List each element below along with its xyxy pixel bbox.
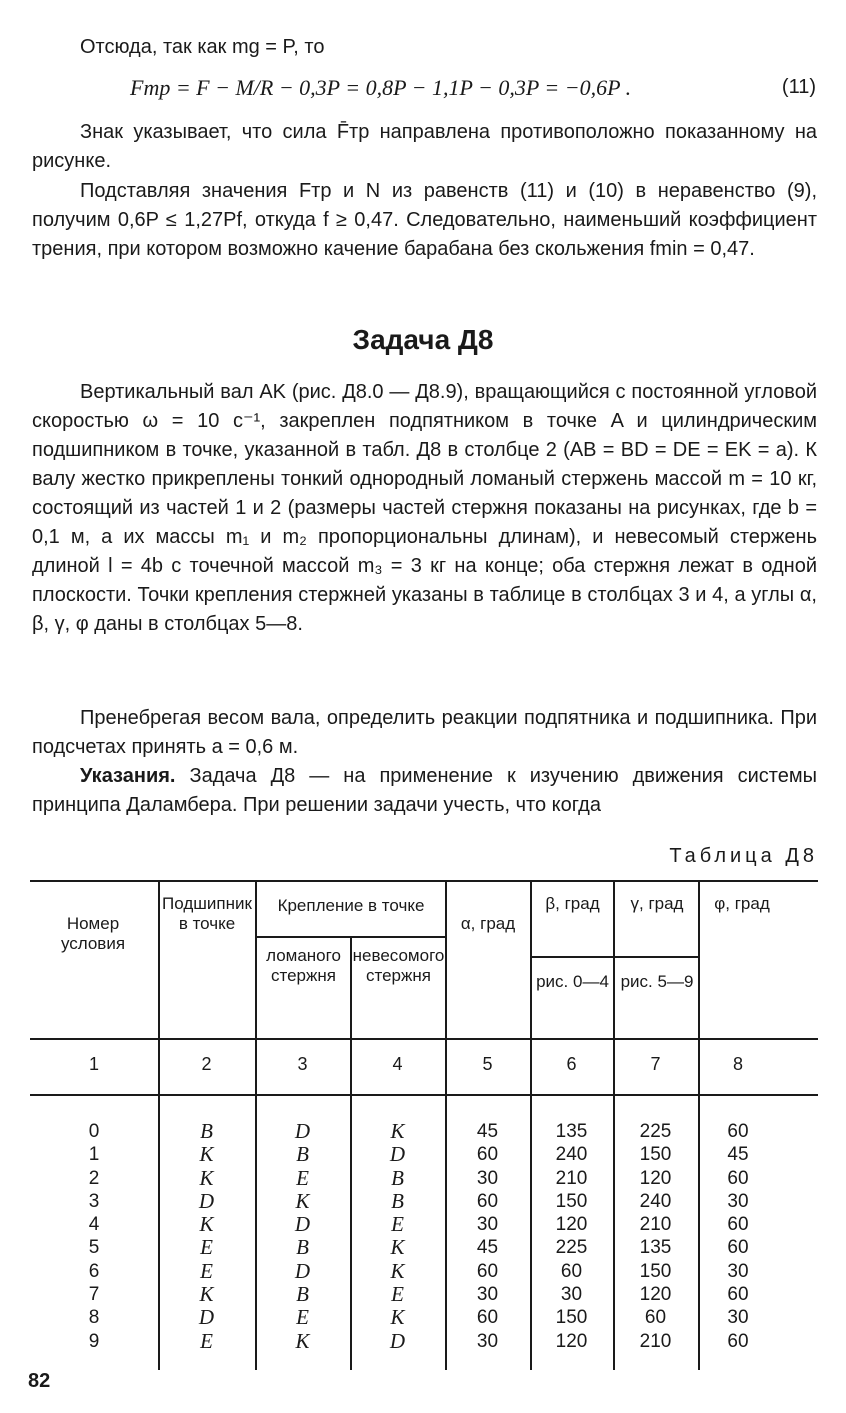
table-cell: 60 xyxy=(727,1237,749,1259)
table-cell: 60 xyxy=(727,1121,749,1142)
column-number: 6 xyxy=(566,1054,577,1074)
table-cell: 60 xyxy=(476,1144,499,1166)
table-cell: B xyxy=(391,1188,404,1213)
header-broken-rod: ломаного стержня xyxy=(266,946,341,985)
header-gamma: γ, град xyxy=(630,894,684,913)
table-cell: 30 xyxy=(727,1190,749,1212)
table-cell: 45 xyxy=(727,1144,749,1166)
table-cell: 150 xyxy=(639,1260,672,1282)
table-cell: D xyxy=(389,1328,406,1353)
column-beta xyxy=(530,1120,613,1353)
column-number: 2 xyxy=(201,1054,212,1074)
table-cell: 60 xyxy=(476,1307,499,1329)
table-cell: 225 xyxy=(555,1237,588,1259)
table-cell: B xyxy=(296,1142,309,1167)
table-cell: D xyxy=(198,1188,215,1213)
table-cell: 120 xyxy=(555,1214,588,1236)
column-condition-number xyxy=(30,1120,158,1353)
table-cell: 8 xyxy=(88,1307,100,1329)
header-alpha: α, град xyxy=(460,914,516,933)
table-cell: B xyxy=(296,1282,309,1307)
table-cell: E xyxy=(200,1328,213,1353)
table-cell: D xyxy=(389,1142,406,1167)
table-cell: 5 xyxy=(88,1237,100,1259)
header-phi: φ, град xyxy=(714,894,770,913)
table-cell: K xyxy=(199,1282,214,1307)
paragraph-instructions xyxy=(32,762,817,820)
table-caption: Таблица Д8 xyxy=(669,845,818,867)
header-beta: β, град xyxy=(545,894,600,913)
table-cell: K xyxy=(390,1258,405,1283)
table-cell: 30 xyxy=(476,1284,499,1306)
column-broken-rod-point xyxy=(255,1120,350,1353)
table-cell: 225 xyxy=(639,1121,672,1142)
column-number: 5 xyxy=(482,1054,493,1074)
table-cell: 210 xyxy=(639,1214,672,1236)
paragraph-task: Вертикальный вал AK (рис. Д8.0 — Д8.9), вращающийся с постоянной угловой скоростью ω = 10 с⁻¹, закреплен подпятником в точке A и цилиндрическим подшипником в точке, указанной в табл. Д8 в столбце 2 (AB = BD = DE = EK = a). К валу жестко прикреплены тонкий однородный ломаный стержень массой m = 10 кг, состоящий из частей 1 и 2 (размеры частей стержня показаны на рисунках, где b = 0,1 м, а их массы m₁ и m₂ пропорциональны длинам), и невесомый стержень длиной l = 4b с точечной массой m₃ = 3 кг на конце; оба стержня лежат в одной плоскости. Точки крепления стержней указаны в таблице в столбцах 3 и 4, а углы α, β, γ, φ даны в столбцах 5—8. xyxy=(32,381,817,635)
table-cell: B xyxy=(391,1165,404,1190)
table-cell: 60 xyxy=(560,1260,583,1282)
table-cell: 4 xyxy=(88,1214,100,1236)
table-cell: 150 xyxy=(555,1190,588,1212)
table-cell: K xyxy=(199,1165,214,1190)
column-phi xyxy=(698,1120,778,1353)
equation-11 xyxy=(130,73,820,102)
table-cell: 45 xyxy=(476,1121,499,1142)
table-cell: K xyxy=(390,1235,405,1260)
table-d8 xyxy=(30,880,818,1370)
table-cell: K xyxy=(295,1188,310,1213)
table-cell: E xyxy=(200,1258,213,1283)
table-cell: 120 xyxy=(639,1284,672,1306)
table-cell: 60 xyxy=(476,1260,499,1282)
table-cell: 9 xyxy=(88,1330,100,1352)
table-cell: 30 xyxy=(476,1214,499,1236)
paragraph-neglect: Пренебрегая весом вала, определить реакции подпятника и подшипника. При подсчетах принять a = 0,6 м. xyxy=(32,707,817,758)
header-attach: Крепление в точке xyxy=(277,896,425,915)
table-cell: 30 xyxy=(476,1167,499,1189)
table-cell: E xyxy=(296,1305,309,1330)
column-alpha xyxy=(445,1120,530,1353)
table-cell: E xyxy=(200,1235,213,1260)
table-cell: 240 xyxy=(555,1144,588,1166)
table-cell: 0 xyxy=(88,1121,100,1142)
table-cell: 135 xyxy=(555,1121,588,1142)
table-cell: 210 xyxy=(555,1167,588,1189)
page-number: 82 xyxy=(28,1370,51,1392)
table-cell: D xyxy=(294,1119,311,1143)
table-cell: 60 xyxy=(727,1330,749,1352)
table-cell: 2 xyxy=(88,1167,100,1189)
table-cell: 30 xyxy=(727,1307,749,1329)
table-cell: D xyxy=(294,1212,311,1237)
table-cell: 60 xyxy=(476,1190,499,1212)
header-bearing: Подшипник в точке xyxy=(162,894,252,933)
header-weightless-rod: невесомого стержня xyxy=(352,946,445,985)
instructions-label: Указания. xyxy=(80,765,176,787)
table-cell: E xyxy=(296,1165,309,1190)
table-cell: 6 xyxy=(88,1260,100,1282)
table-cell: 7 xyxy=(88,1284,100,1306)
paragraph-substitution: Подставляя значения Fтр и N из равенств (11) и (10) в неравенство (9), получим 0,6P ≤ 1,27Pf, откуда f ≥ 0,47. Следовательно, наименьший коэффициент трения, при котором возможно качение барабана без скольжения fmin = 0,47. xyxy=(32,180,817,260)
table-cell: 60 xyxy=(727,1284,749,1306)
column-number: 3 xyxy=(297,1054,308,1074)
table-cell: 3 xyxy=(88,1190,100,1212)
header-figures-0-4: рис. 0—4 xyxy=(536,972,609,991)
table-cell: 60 xyxy=(644,1307,667,1329)
equation-body: Fтр = F − M/R − 0,3P = 0,8P − 1,1P − 0,3P = −0,6P . xyxy=(130,75,632,100)
table-cell: 240 xyxy=(639,1190,672,1212)
table-cell: K xyxy=(390,1119,405,1143)
table-cell: 120 xyxy=(555,1330,588,1352)
column-number: 8 xyxy=(732,1054,743,1074)
table-cell: 60 xyxy=(727,1167,749,1189)
table-cell: 60 xyxy=(727,1214,749,1236)
table-cell: 120 xyxy=(639,1167,672,1189)
intro-line: Отсюда, так как mg = P, то xyxy=(80,36,325,58)
instructions-text: Задача Д8 — на применение к изучению движения системы принципа Даламбера. При решении задачи учесть, что когда xyxy=(32,765,817,816)
column-number: 7 xyxy=(650,1054,661,1074)
table-cell: 30 xyxy=(476,1330,499,1352)
column-weightless-rod-point xyxy=(350,1120,445,1353)
column-bearing-point xyxy=(158,1120,255,1353)
table-cell: 30 xyxy=(727,1260,749,1282)
table-cell: 150 xyxy=(639,1144,672,1166)
task-heading: Задача Д8 xyxy=(352,324,494,355)
table-cell: 135 xyxy=(639,1237,672,1259)
table-cell: K xyxy=(199,1142,214,1167)
table-cell: D xyxy=(198,1305,215,1330)
column-number: 1 xyxy=(88,1054,99,1074)
table-cell: E xyxy=(391,1282,404,1307)
table-cell: B xyxy=(200,1119,213,1143)
column-gamma xyxy=(613,1120,698,1353)
table-cell: 150 xyxy=(555,1307,588,1329)
column-number: 4 xyxy=(392,1054,403,1074)
table-cell: K xyxy=(295,1328,310,1353)
table-cell: E xyxy=(391,1212,404,1237)
table-cell: K xyxy=(199,1212,214,1237)
table-cell: 210 xyxy=(639,1330,672,1352)
table-cell: B xyxy=(296,1235,309,1260)
table-cell: K xyxy=(390,1305,405,1330)
header-figures-5-9: рис. 5—9 xyxy=(620,972,694,991)
table-cell: 30 xyxy=(560,1284,583,1306)
table-cell: 1 xyxy=(88,1144,100,1166)
table-cell: 45 xyxy=(476,1237,499,1259)
table-cell: D xyxy=(294,1258,311,1283)
equation-number: (11) xyxy=(781,76,816,98)
paragraph-sign: Знак указывает, что сила F̄тр направлена противоположно показанному на рисунке. xyxy=(32,121,817,172)
header-number: Номер условия xyxy=(60,914,126,953)
